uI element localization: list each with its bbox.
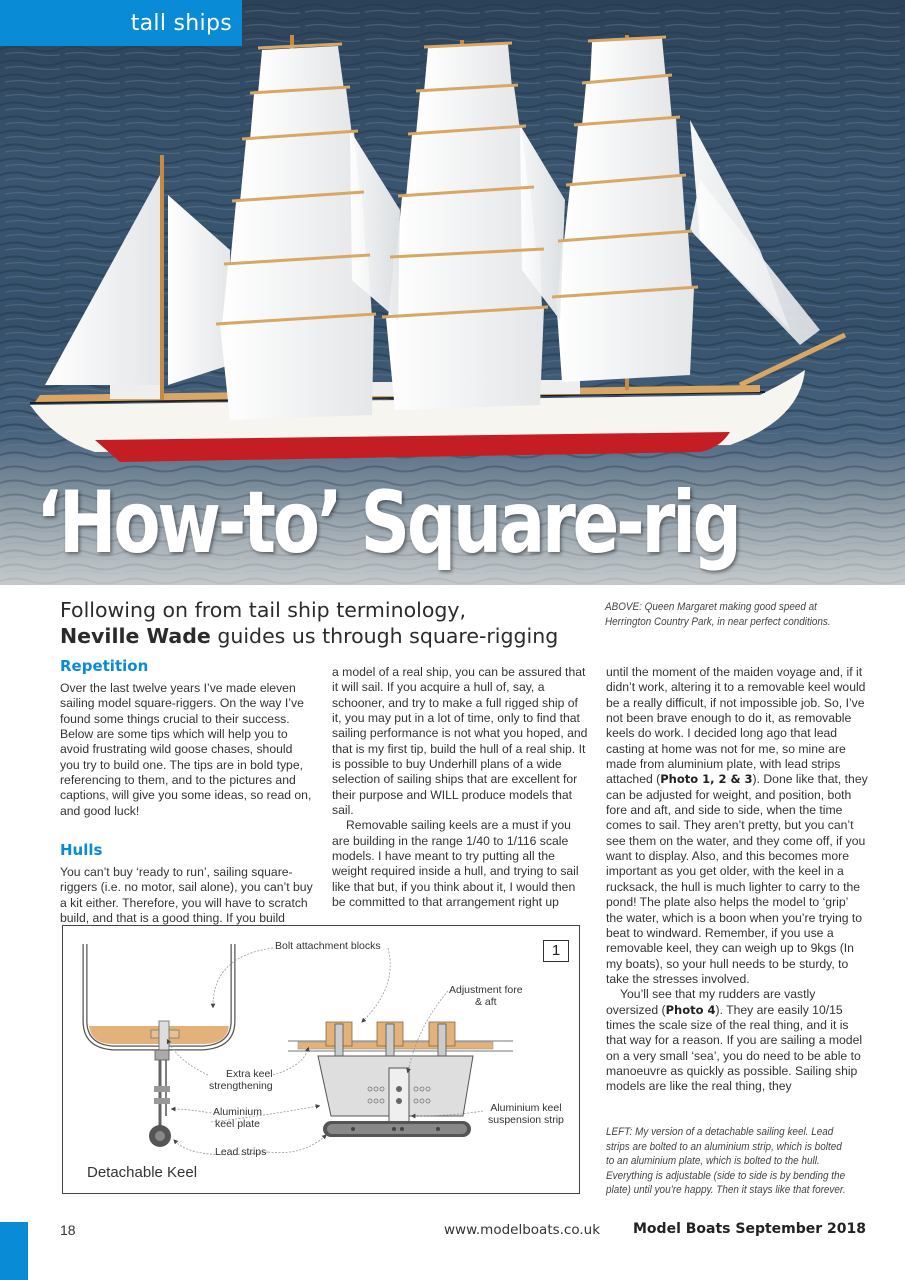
label-line: Aluminium keel (490, 1102, 562, 1114)
hero-photo (0, 0, 905, 585)
diagram-caption: LEFT: My version of a detachable sailing keel. Lead strips are bolted to an aluminium strip, which is bolted to an aluminium plate, which is bolted to the hull. Everything is adjustable (side to side is by bending the plate) until you’re happy. Then it stays like that forever. (606, 1126, 846, 1196)
author-name: Neville Wade (60, 624, 211, 648)
body-column-3 (606, 665, 868, 1095)
photo-reference: Photo 4 (665, 1002, 716, 1017)
label-line: & aft (474, 996, 497, 1008)
label-adjustment (449, 984, 523, 1008)
paragraph: Over the last twelve years I’ve made eleven sailing model square-riggers. On the way I’ve found some things crucial to their success. Below are some tips which will help you to avoid frustrating wild goose chases, should you try to build one. The tips are in bold type, referencing to them, and to the pictures and captions, will give you some ideas, so read on, and good luck! (60, 681, 312, 818)
standfirst-line2: guides us through square-rigging (210, 624, 559, 648)
text-run: ). They are easily 10/15 times the scale size of the real thing, and it is that way for a reason. If you are sailing a model on a very small ‘sea’, you do need to be able to manoeuvre as quickly as possible. Sailing ship models are like the real thing, they (606, 1002, 863, 1094)
keel-diagram (62, 925, 580, 1194)
paragraph: You can’t buy ‘ready to run’, sailing square-riggers (i.e. no motor, sail alone), you can’t buy a kit either. Therefore, you will have to scratch build, and that is a good thing. If you build (60, 865, 313, 926)
photo-caption-above: ABOVE: Queen Margaret making good speed at Herrington Country Park, in near perfect conditions. (605, 601, 831, 628)
text-run: ). Done like that, they can be adjusted for weight, and position, both fore and aft, and side to side, when the time comes to sail. They aren’t pretty, but you can’t see them on the water, and they come off, if you want to display. Also, and this becomes more important as you get older, with the keel in a rucksack, the hull is much lighter to carry to the pond! The plate also helps the model to ‘grip’ the water, which is a boon when you’re trying to beat to windward. Remember, if you use a removable keel, they can weigh up to 9kgs (In my boats), so your hull needs to be sturdy, to take the stresses involved. (606, 772, 868, 986)
footer-accent-bar (0, 1222, 28, 1280)
keel-drawing (63, 926, 581, 1195)
label-line: suspension strip (488, 1114, 564, 1126)
paragraph: Removable sailing keels are a must if you are building in the range 1/40 to 1/116 scale models. I have meant to try putting all the weight required inside a hull, and trying to sail like that but, if you think about it, I would then be committed to that arrangement right up (332, 818, 579, 910)
label-bolt-blocks: Bolt attachment blocks (275, 940, 381, 952)
page-title: ‘How-to’ Square-rig (36, 473, 739, 573)
photo-reference: Photo 1, 2 & 3 (660, 772, 753, 787)
paragraph (606, 665, 868, 987)
figure-number: 1 (543, 940, 569, 962)
text-run: You’ll see that my rudders are vastly oversized ( (606, 987, 816, 1017)
section-tab: tall ships (0, 0, 242, 46)
subheading-repetition: Repetition (60, 657, 149, 675)
label-line: keel plate (215, 1118, 260, 1130)
label-line: strengthening (209, 1080, 273, 1092)
page-number: 18 (60, 1222, 76, 1238)
paragraph: a model of a real ship, you can be assured that it will sail. If you acquire a hull of, say, a schooner, and try to make a full rigged ship of it, you may put in a lot of time, only to find that sailing performance is not what you hoped, and that is my first tip, build the hull of a real ship. It is possible to buy Underhill plans of a wide selection of sailing ships that are excellent for their purpose and WILL produce models that sail. (332, 665, 588, 818)
standfirst (60, 597, 580, 649)
label-line: Aluminium (213, 1106, 263, 1118)
label-extra-keel (209, 1068, 273, 1092)
paragraph (606, 987, 868, 1094)
label-keel-plate (213, 1106, 262, 1130)
label-lead-strips: Lead strips (215, 1146, 267, 1158)
subheading-hulls: Hulls (60, 841, 103, 860)
standfirst-line1: Following on from tail ship terminology, (60, 598, 467, 622)
label-suspension-strip (488, 1102, 564, 1126)
label-line: Extra keel (225, 1068, 273, 1080)
body-column-2 (332, 665, 590, 911)
footer-url-link[interactable]: www.modelboats.co.uk (444, 1222, 601, 1238)
footer-magazine-issue: Model Boats September 2018 (633, 1221, 867, 1237)
text-run: until the moment of the maiden voyage and, if it didn’t work, altering it to a removable keel would be a really difficult, if not impossible job. So, I’ve not been brave enough to do it, as removable keels do work. I decided long ago that lead casting at home was not for me, so mine are made from aluminium plate, with lead strips attached ( (606, 665, 866, 787)
diagram-title: Detachable Keel (87, 1164, 198, 1181)
body-column-1 (60, 657, 315, 926)
label-line: Adjustment fore (449, 984, 523, 996)
